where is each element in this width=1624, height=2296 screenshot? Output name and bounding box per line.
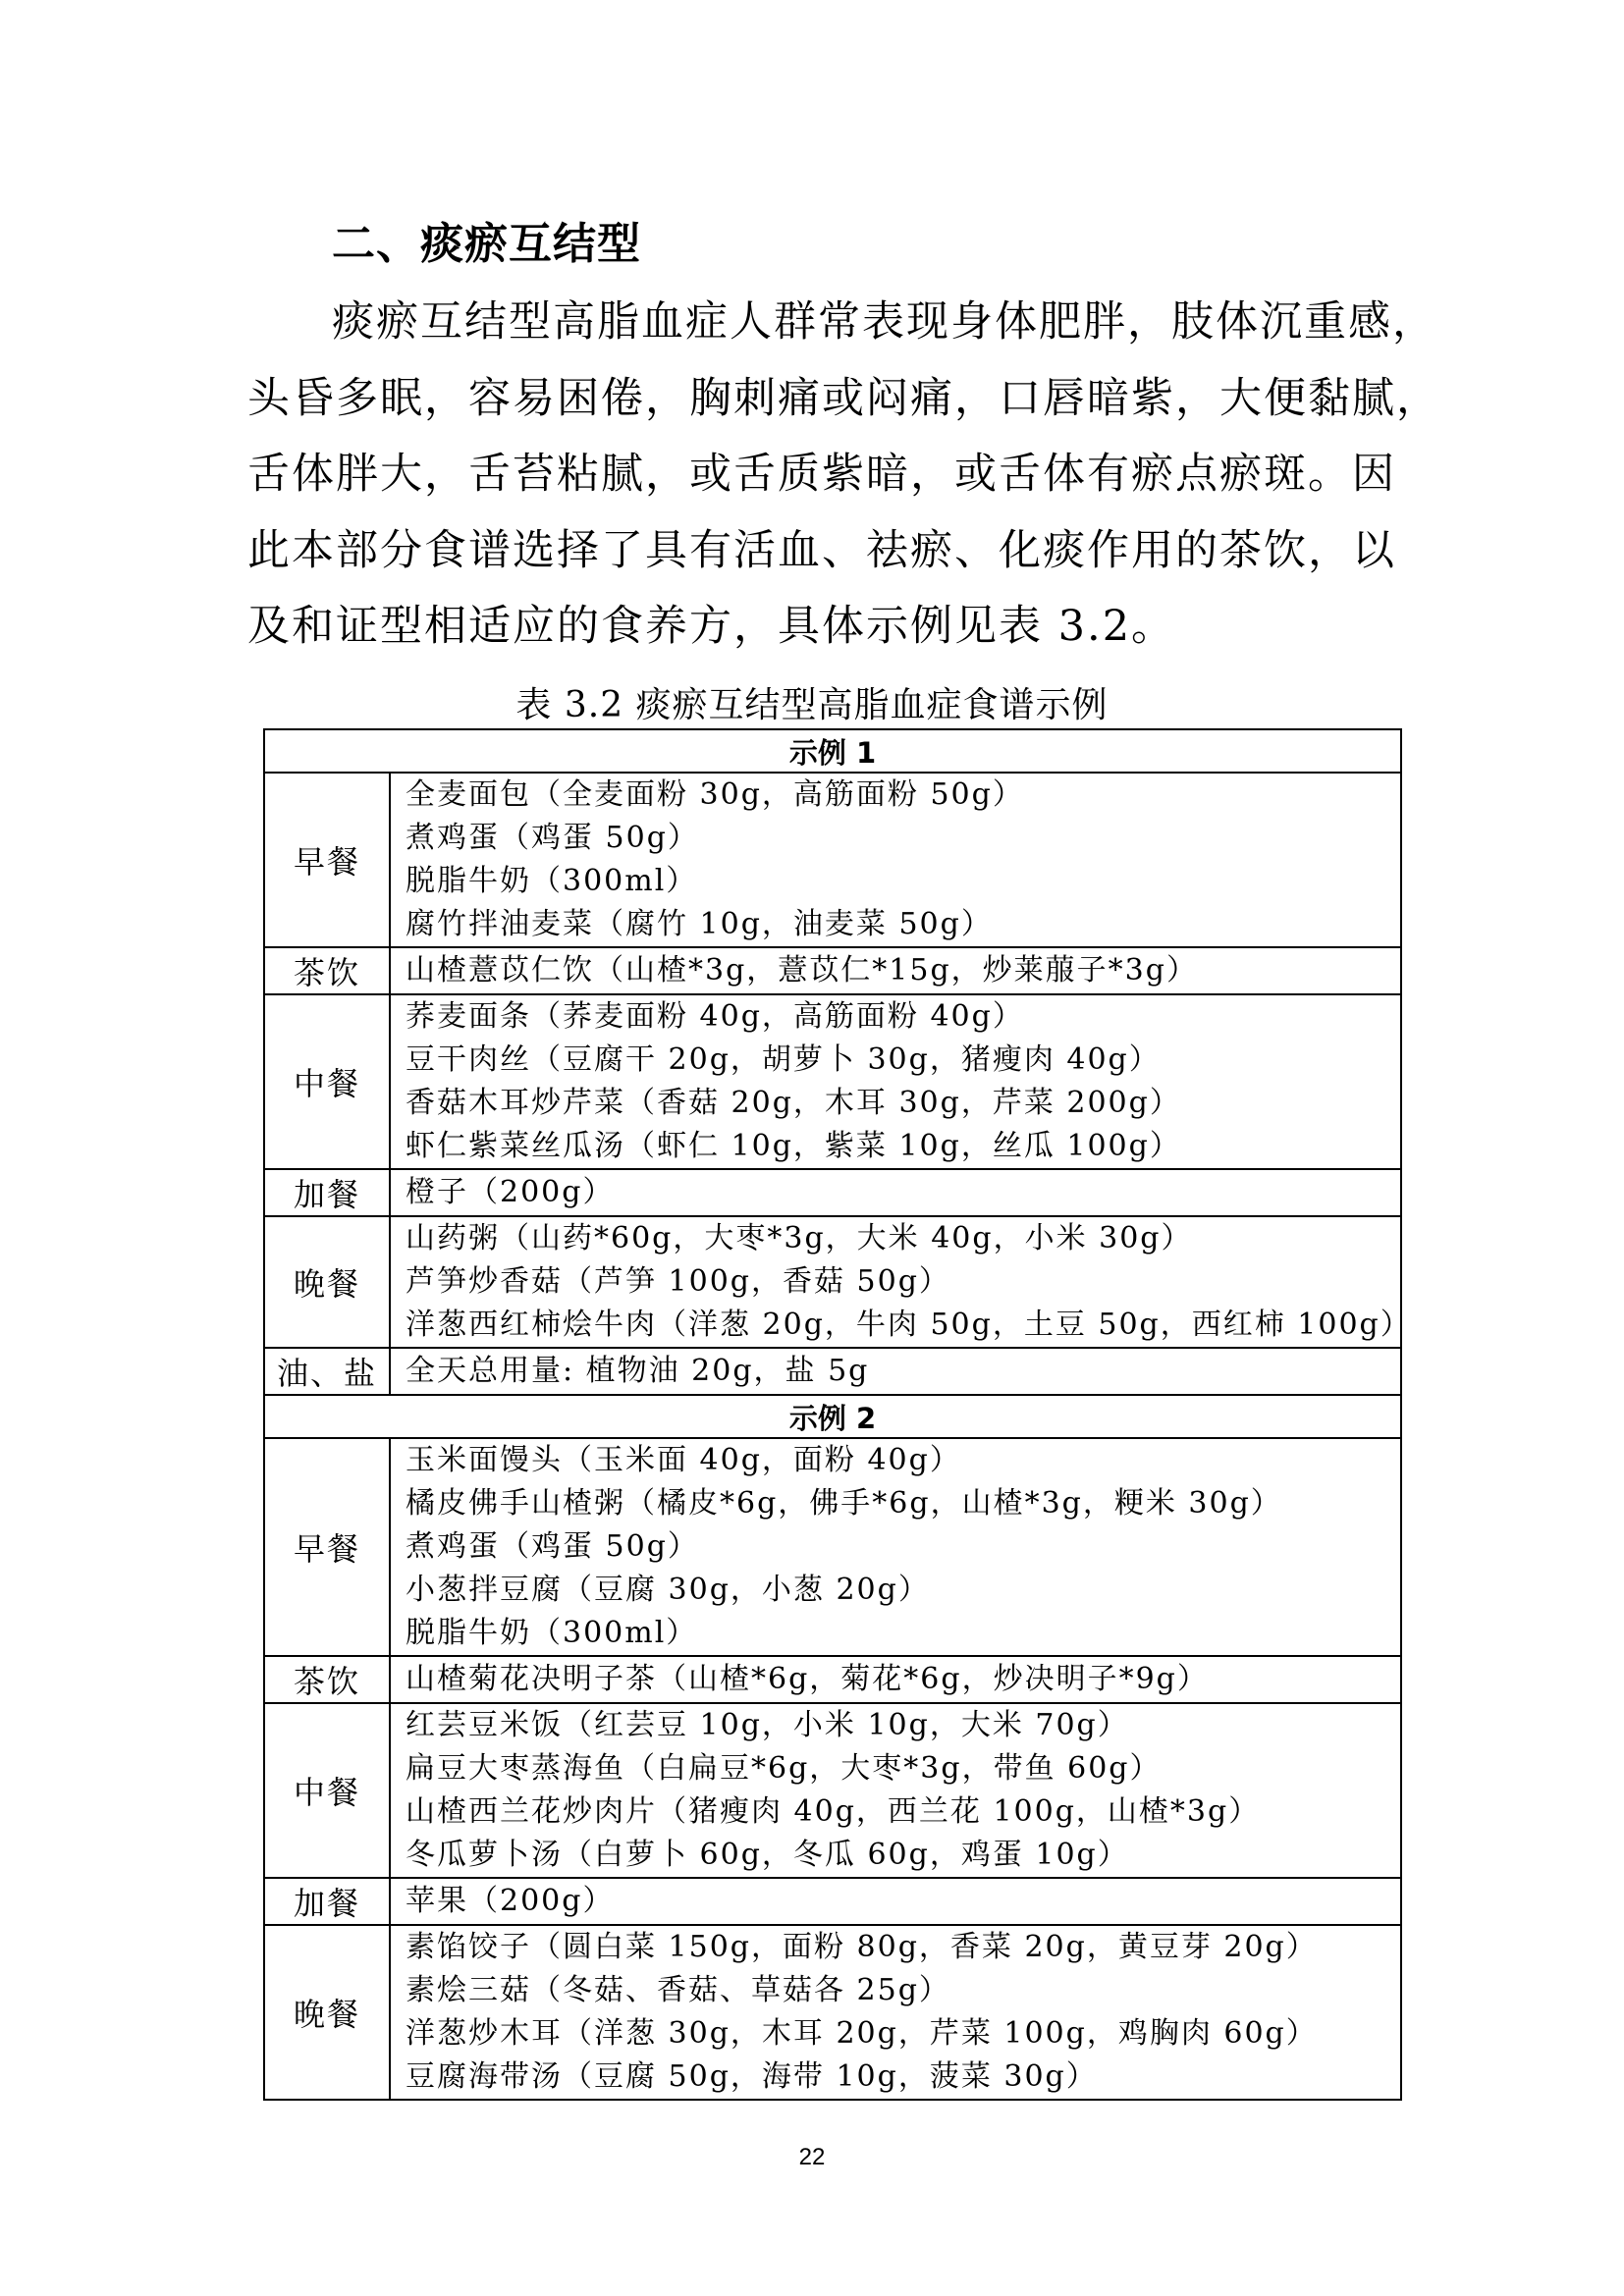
table-row (264, 1348, 1401, 1395)
dish-item: 山楂菊花决明子茶（山楂*6g，菊花*6g，炒决明子*9g） (406, 1662, 1209, 1696)
meal-label: 油、盐 (264, 1348, 390, 1395)
table-row (264, 1216, 1401, 1348)
dish-item: 香菇木耳炒芹菜（香菇 20g，木耳 30g，芹菜 200g） (406, 1086, 1181, 1120)
example-header-row (264, 1395, 1401, 1438)
table-row (264, 994, 1401, 1169)
meal-label: 茶饮 (264, 1656, 390, 1703)
meal-label: 加餐 (264, 1878, 390, 1925)
table-row (264, 1925, 1401, 2100)
table-row (264, 1656, 1401, 1703)
dish-item: 脱脂牛奶（300ml） (406, 1616, 698, 1650)
meal-items (390, 1348, 1401, 1395)
meal-items (390, 1878, 1401, 1925)
meal-items (390, 1216, 1412, 1348)
dish-item: 全天总用量: 植物油 20g，盐 5g (406, 1354, 870, 1388)
dish-item: 脱脂牛奶（300ml） (406, 864, 698, 898)
table-row (264, 773, 1401, 947)
meal-items (390, 773, 1401, 947)
section-heading: 二、痰瘀互结型 (332, 219, 641, 269)
example-header-row (264, 729, 1401, 773)
dish-item: 素烩三菇（冬菇、香菇、草菇各 25g） (406, 1973, 950, 2007)
meal-label: 中餐 (264, 994, 390, 1169)
dish-item: 橘皮佛手山楂粥（橘皮*6g，佛手*6g，山楂*3g，粳米 30g） (406, 1486, 1282, 1521)
paragraph-line: 痰瘀互结型高脂血症人群常表现身体肥胖，肢体沉重感， (332, 297, 1436, 347)
table-row (264, 1438, 1401, 1656)
meal-items (390, 1656, 1401, 1703)
dish-item: 腐竹拌油麦菜（腐竹 10g，油麦菜 50g） (406, 907, 993, 941)
meal-label: 早餐 (264, 1438, 390, 1656)
dish-item: 全麦面包（全麦面粉 30g，高筋面粉 50g） (406, 777, 1024, 812)
meal-items (390, 1438, 1401, 1656)
meal-label: 茶饮 (264, 947, 390, 994)
dish-item: 苹果（200g） (406, 1884, 615, 1918)
meal-items (390, 1703, 1401, 1878)
dish-item: 红芸豆米饭（红芸豆 10g，小米 10g，大米 70g） (406, 1708, 1129, 1742)
dish-item: 煮鸡蛋（鸡蛋 50g） (406, 821, 699, 855)
meal-label: 加餐 (264, 1169, 390, 1216)
meal-items (390, 1169, 1401, 1216)
meal-label: 晚餐 (264, 1216, 390, 1348)
example-title: 示例 1 (264, 729, 1401, 773)
dish-item: 豆腐海带汤（豆腐 50g，海带 10g，菠菜 30g） (406, 2059, 1098, 2094)
table-caption: 表 3.2 痰瘀互结型高脂血症食谱示例 (515, 685, 1109, 725)
paragraph-line: 舌体胖大，舌苔粘腻，或舌质紫暗，或舌体有瘀点瘀斑。因 (247, 450, 1396, 499)
dish-item: 山药粥（山药*60g，大枣*3g，大米 40g，小米 30g） (406, 1221, 1193, 1255)
paragraph-line: 头昏多眠，容易困倦，胸刺痛或闷痛，口唇暗紫，大便黏腻， (247, 373, 1440, 423)
page-number: 22 (798, 2144, 826, 2170)
meal-items (390, 994, 1401, 1169)
dish-item: 荞麦面条（荞麦面粉 40g，高筋面粉 40g） (406, 999, 1024, 1034)
recipe-table (263, 728, 1412, 2101)
dish-item: 山楂薏苡仁饮（山楂*3g，薏苡仁*15g，炒莱菔子*3g） (406, 953, 1198, 988)
dish-item: 素馅饺子（圆白菜 150g，面粉 80g，香菜 20g，黄豆芽 20g） (406, 1930, 1318, 1964)
table-row (264, 947, 1401, 994)
dish-item: 虾仁紫菜丝瓜汤（虾仁 10g，紫菜 10g，丝瓜 100g） (406, 1129, 1181, 1163)
dish-item: 芦笋炒香菇（芦笋 100g，香菇 50g） (406, 1264, 950, 1299)
example-title: 示例 2 (264, 1395, 1401, 1438)
table-row (264, 1878, 1401, 1925)
dish-item: 玉米面馒头（玉米面 40g，面粉 40g） (406, 1443, 961, 1477)
dish-item: 洋葱西红柿烩牛肉（洋葱 20g，牛肉 50g，土豆 50g，西红柿 100g） (406, 1308, 1412, 1342)
dish-item: 扁豆大枣蒸海鱼（白扁豆*6g，大枣*3g，带鱼 60g） (406, 1751, 1162, 1786)
dish-item: 煮鸡蛋（鸡蛋 50g） (406, 1529, 699, 1564)
paragraph-line: 及和证型相适应的食养方，具体示例见表 3.2。 (247, 602, 1176, 651)
dish-item: 山楂西兰花炒肉片（猪瘦肉 40g，西兰花 100g，山楂*3g） (406, 1794, 1261, 1829)
intro-paragraph (247, 285, 1440, 666)
dish-item: 洋葱炒木耳（洋葱 30g，木耳 20g，芹菜 100g，鸡胸肉 60g） (406, 2016, 1318, 2051)
meal-label: 晚餐 (264, 1925, 390, 2100)
dish-item: 橙子（200g） (406, 1175, 615, 1209)
meal-items (390, 1925, 1401, 2100)
meal-label: 中餐 (264, 1703, 390, 1878)
dish-item: 豆干肉丝（豆腐干 20g，胡萝卜 30g，猪瘦肉 40g） (406, 1042, 1161, 1077)
table-row (264, 1169, 1401, 1216)
paragraph-line: 此本部分食谱选择了具有活血、祛瘀、化痰作用的茶饮，以 (247, 525, 1396, 575)
dish-item: 小葱拌豆腐（豆腐 30g，小葱 20g） (406, 1573, 930, 1607)
table-row (264, 1703, 1401, 1878)
meal-items (390, 947, 1401, 994)
meal-label: 早餐 (264, 773, 390, 947)
dish-item: 冬瓜萝卜汤（白萝卜 60g，冬瓜 60g，鸡蛋 10g） (406, 1838, 1129, 1872)
